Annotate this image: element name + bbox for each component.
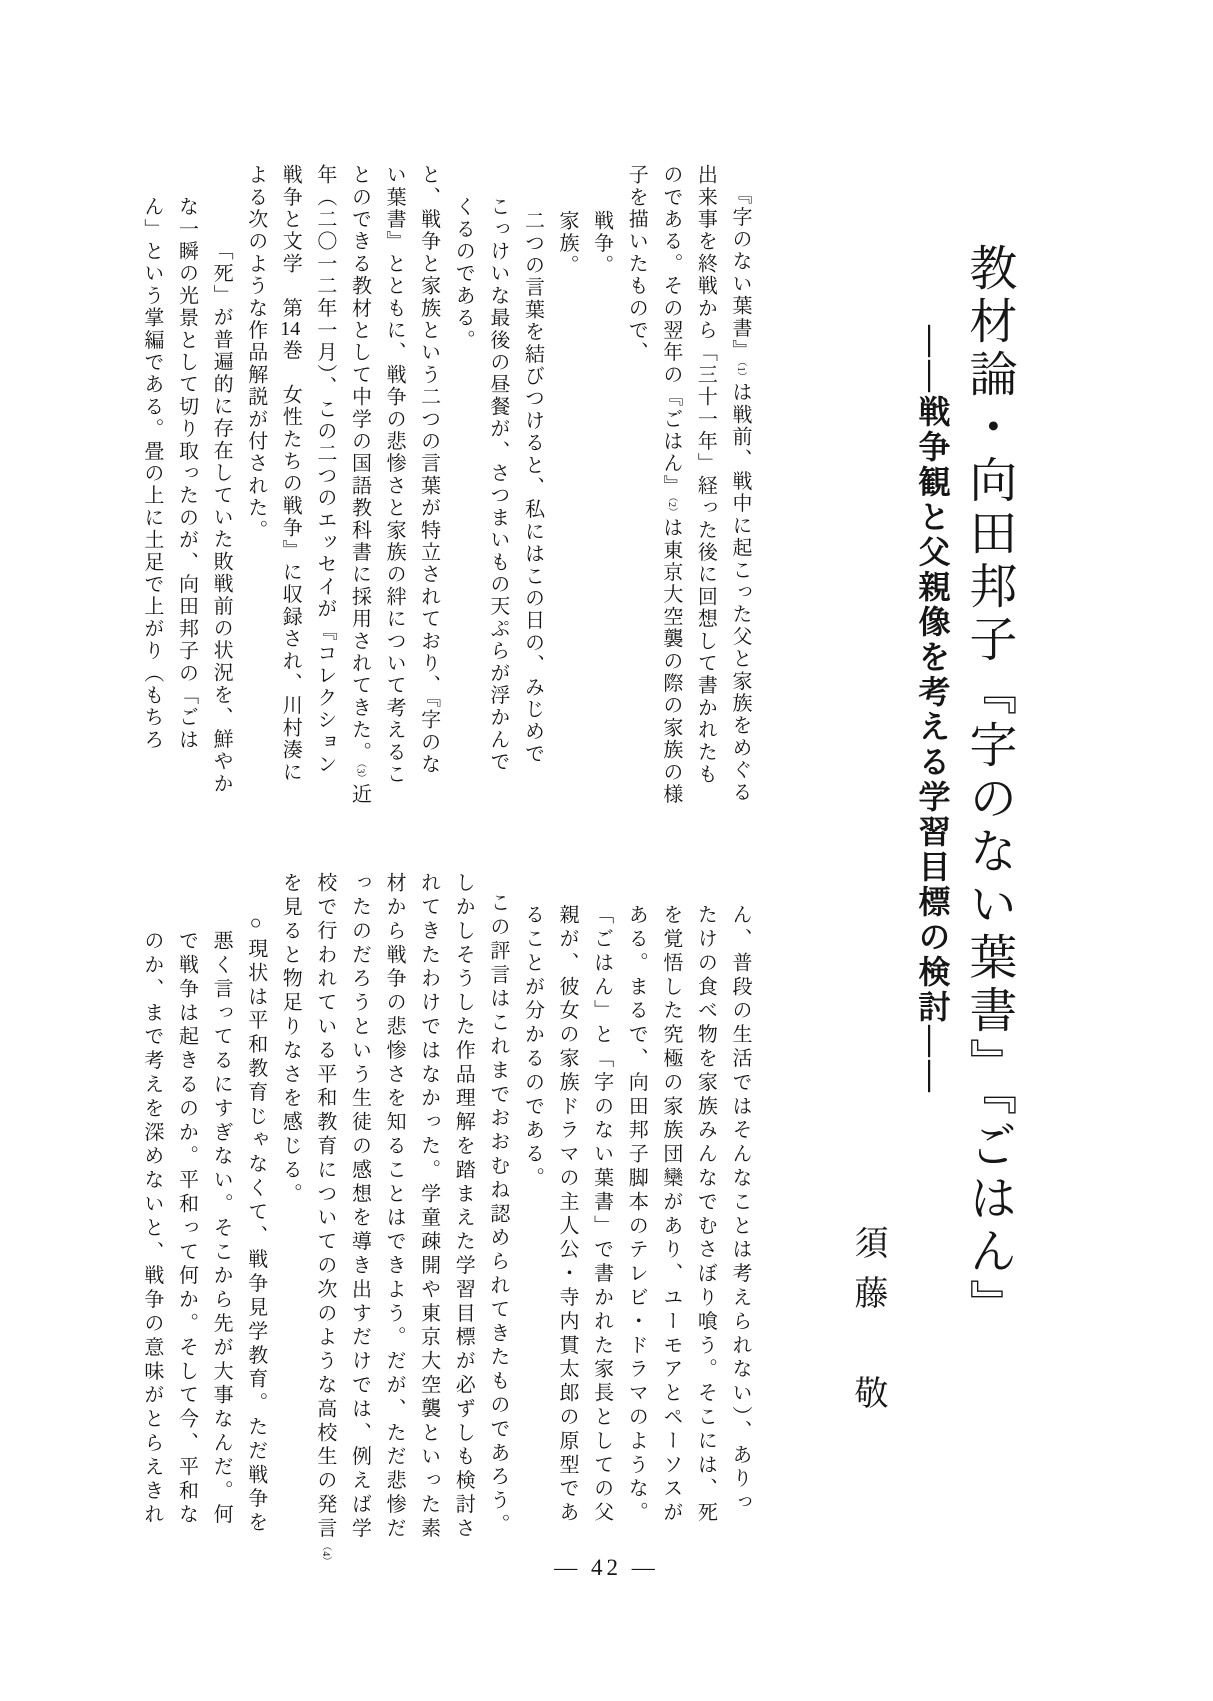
text-line: 子を描いたもので、 [625, 164, 648, 364]
quote-line: ることが分かるのである。 [521, 904, 544, 1191]
text-line: よる次のような作品解説が付された。 [244, 164, 267, 542]
text-line: 材から戦争の悲惨さを知ることはできよう。だが、ただ悲惨だ [383, 872, 406, 1542]
quote-line: 親が、彼女の家族ドラマの主人公・寺内貫太郎の原型であ [556, 904, 579, 1526]
note-ref-1: （1） [735, 361, 746, 382]
text-line [307, 872, 342, 1567]
text-line: と、戦争と家族という二つの言葉が特立されており、『字のな [417, 164, 440, 776]
text-line [653, 164, 688, 812]
text-line: しかしそうした作品理解を踏まえた学習目標が必ずしも検討さ [452, 872, 475, 1542]
text-line: い葉書』とともに、戦争の悲惨さと家族の絆について考えるこ [383, 164, 406, 786]
text-segment: 『字のない葉書』 [729, 184, 751, 362]
page-number: ― 42 ― [554, 1555, 659, 1580]
quote-line: 二つの言葉を結びつけると、私にはこの日の、みじめで [521, 210, 544, 765]
quote-line: 戦争。 [590, 210, 613, 277]
quote-line: ○現状は平和教育じゃなくて、戦争見学教育。ただ戦争を [244, 912, 267, 1536]
quote-line: こっけいな最後の昼餐が、さつまいもの天ぷらが浮かんで [486, 196, 509, 774]
text-line: 出来事を終戦から「三十一年」経った後に回想して書かれたも [694, 164, 717, 786]
text-band-lower [117, 872, 757, 1567]
note-ref-2: （2） [665, 497, 677, 517]
quote-line: 「死」が普遍的に存在していた敗戦前の状況を、鮮やか [210, 240, 233, 795]
quote-line: のか、まで考えを深めないと、戦争の意味がとらえきれ [140, 930, 163, 1528]
text-line: この評言はこれまでおおむね認められてきたものであろう。 [486, 892, 509, 1538]
quote-line: くるのである。 [452, 196, 475, 352]
quote-line: な一瞬の光景として切り取ったのが、向田邦子の「ごは [175, 196, 198, 751]
note-ref-3: （3） [354, 763, 366, 784]
text-line [273, 164, 308, 812]
text-segment: 近 [348, 783, 371, 806]
text-segment: とのできる教材として中学の国語教科書に採用されてきた。 [348, 164, 371, 764]
text-segment: 校で行われている平和教育についての次のような高校生の発言 [313, 872, 336, 1542]
text-band-upper [117, 164, 757, 812]
quote-line: 悪く言ってるにすぎない。そこから先が大事なんだ。何 [210, 930, 233, 1528]
author-name: 須藤 敬 [849, 1225, 886, 1425]
quote-line: で戦争は起きるのか。平和って何か。そして今、平和な [175, 930, 198, 1528]
text-segment: 戦争と文学 第 [279, 164, 302, 320]
quote-line: たけの食べ物を家族みんなでむさぼり喰う。そこには、死 [694, 904, 717, 1526]
quote-line: ん、普段の生活ではそんなことは考えられない）、ありっ [729, 904, 751, 1516]
text-line: ったのだろうという生徒の感想を導き出すだけでは、例えば学 [348, 872, 371, 1542]
quote-line: ん」という掌編である。畳の上に土足で上がり（もちろ [140, 196, 163, 751]
quote-line: 「ごはん」と「字のない葉書」で書かれた家長としての父 [590, 904, 613, 1526]
quote-line: 家族。 [556, 210, 579, 277]
article-title: 教材論・向田邦子『字のない葉書』『ごはん』 [961, 243, 1015, 1332]
text-line: を見ると物足りなさを感じる。 [279, 872, 302, 1207]
volume-number: 14 [280, 319, 301, 340]
text-segment: は東京大空襲の際の家族の様 [659, 517, 682, 806]
text-segment: 巻 女性たちの戦争』に収録され、川村湊に [279, 339, 302, 784]
text-line [342, 164, 377, 812]
quote-line: を覚悟した究極の家族団欒があり、ユーモアとペーソスが [659, 904, 682, 1526]
note-ref-4: （4） [319, 1541, 331, 1567]
article-subtitle: ――戦争観と父親像を考える学習目標の検討―― [914, 325, 951, 1095]
text-line [722, 164, 757, 812]
text-line: 年（二〇一二年一月）、この二つのエッセイが『コレクション [313, 164, 336, 776]
text-segment: は戦前、戦中に起こった父と家族をめぐる [729, 381, 751, 804]
quote-line: ある。まるで、向田邦子脚本のテレビ・ドラマのような。 [625, 904, 648, 1526]
text-line: れてきたわけではなかった。学童疎開や東京大空襲といった素 [417, 872, 440, 1542]
text-segment: のである。その翌年の『ごはん』 [659, 164, 682, 497]
